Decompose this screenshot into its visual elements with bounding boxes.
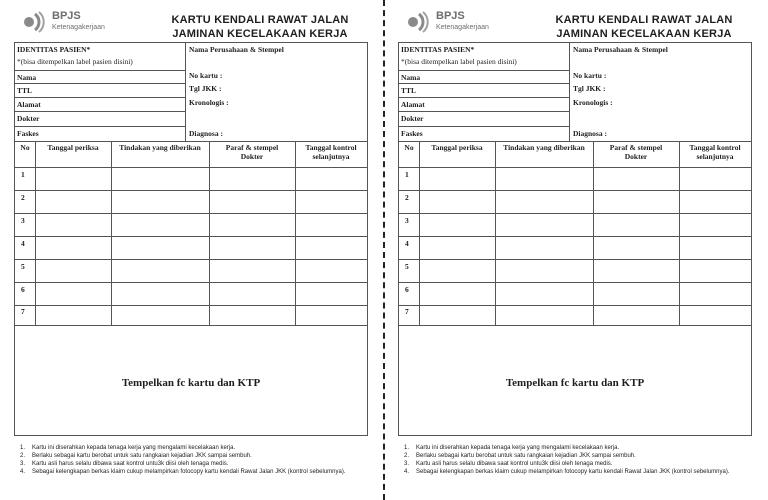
row-number: 1 xyxy=(405,170,409,179)
identity-header: IDENTITAS PASIEN* xyxy=(17,45,91,54)
label-faskes[interactable]: Faskes xyxy=(401,129,423,138)
note-item: 1. Kartu ini diserahkan kepada tenaga kerja yang mengalami kecelakaan kerja. xyxy=(20,445,236,451)
col-tindakan: Tindakan yang diberikan xyxy=(119,143,201,152)
logo-brand: BPJS xyxy=(52,10,81,22)
row-number: 4 xyxy=(405,239,409,248)
col-paraf: Paraf & stempel Dokter xyxy=(225,143,279,161)
form-title-line1: KARTU KENDALI RAWAT JALAN xyxy=(171,14,349,26)
row-number: 2 xyxy=(405,193,409,202)
col-tanggal: Tanggal periksa xyxy=(47,143,99,152)
col-tindakan: Tindakan yang diberikan xyxy=(503,143,585,152)
row-number: 3 xyxy=(405,216,409,225)
col-tanggal: Tanggal periksa xyxy=(431,143,483,152)
label-nama[interactable]: Nama xyxy=(401,73,421,82)
bpjs-logo-icon xyxy=(404,10,432,34)
form-title-line2: JAMINAN KECELAKAAN KERJA xyxy=(556,28,732,40)
logo-sub: Ketenagakerjaan xyxy=(52,24,105,31)
col-kontrol: Tanggal kontrol selanjutnya xyxy=(305,143,357,161)
note-item: 4. Sebagai kelengkapan berkas klaim cukup melampirkan fotocopy kartu kendali Rawat Jalan JKK (kontrol sebelumnya). xyxy=(20,469,346,475)
label-no-kartu[interactable]: No kartu : xyxy=(573,71,607,80)
row-number: 6 xyxy=(405,285,409,294)
label-alamat[interactable]: Alamat xyxy=(17,100,41,109)
row-number: 4 xyxy=(21,239,25,248)
identity-header: IDENTITAS PASIEN* xyxy=(401,45,475,54)
note-item: 1. Kartu ini diserahkan kepada tenaga kerja yang mengalami kecelakaan kerja. xyxy=(404,445,620,451)
note-item: 3. Kartu asli harus selalu dibawa saat kontrol untu3k diisi oleh tenaga medis. xyxy=(404,461,613,467)
row-number: 3 xyxy=(21,216,25,225)
paste-instruction: Tempelkan fc kartu dan KTP xyxy=(121,377,261,389)
notes-list xyxy=(14,444,370,476)
label-no-kartu[interactable]: No kartu : xyxy=(189,71,223,80)
col-kontrol: Tanggal kontrol selanjutnya xyxy=(689,143,741,161)
col-no: No xyxy=(20,143,30,152)
paste-area xyxy=(15,325,367,435)
patient-identity-section xyxy=(15,43,367,142)
label-ttl[interactable]: TTL xyxy=(17,86,33,95)
control-card-form xyxy=(398,42,752,436)
note-item: 2. Berlaku sebagai kartu berobat untuk satu rangkaian kejadian JKK sampai sembuh. xyxy=(404,453,636,459)
label-company[interactable]: Nama Perusahaan & Stempel xyxy=(189,45,284,54)
label-nama[interactable]: Nama xyxy=(17,73,37,82)
patient-identity-section xyxy=(399,43,751,142)
visit-table xyxy=(15,141,367,325)
label-kronologis[interactable]: Kronologis : xyxy=(189,98,229,107)
col-paraf: Paraf & stempel Dokter xyxy=(609,143,663,161)
label-faskes[interactable]: Faskes xyxy=(17,129,39,138)
label-dokter[interactable]: Dokter xyxy=(17,114,40,123)
bpjs-logo-icon xyxy=(20,10,48,34)
row-number: 7 xyxy=(405,307,409,316)
label-diagnosa[interactable]: Diagnosa : xyxy=(189,129,223,138)
label-alamat[interactable]: Alamat xyxy=(401,100,425,109)
label-kronologis[interactable]: Kronologis : xyxy=(573,98,613,107)
form-sheet-right xyxy=(384,0,768,500)
control-card-form xyxy=(14,42,368,436)
bpjs-logo xyxy=(20,6,140,38)
note-item: 3. Kartu asli harus selalu dibawa saat kontrol untu3k diisi oleh tenaga medis. xyxy=(20,461,229,467)
label-dokter[interactable]: Dokter xyxy=(401,114,424,123)
logo-brand: BPJS xyxy=(436,10,465,22)
label-company[interactable]: Nama Perusahaan & Stempel xyxy=(573,45,668,54)
note-item: 4. Sebagai kelengkapan berkas klaim cukup melampirkan fotocopy kartu kendali Rawat Jalan JKK (kontrol sebelumnya). xyxy=(404,469,730,475)
visit-table xyxy=(399,141,751,325)
row-number: 1 xyxy=(21,170,25,179)
note-item: 2. Berlaku sebagai kartu berobat untuk satu rangkaian kejadian JKK sampai sembuh. xyxy=(20,453,252,459)
label-diagnosa[interactable]: Diagnosa : xyxy=(573,129,607,138)
label-tgl-jkk[interactable]: Tgl JKK : xyxy=(189,84,222,93)
notes-list xyxy=(398,444,754,476)
label-tgl-jkk[interactable]: Tgl JKK : xyxy=(573,84,606,93)
identity-note: *(bisa ditempelkan label pasien disini) xyxy=(401,57,517,66)
bpjs-logo xyxy=(404,6,524,38)
form-title-line1: KARTU KENDALI RAWAT JALAN xyxy=(555,14,733,26)
paste-instruction: Tempelkan fc kartu dan KTP xyxy=(505,377,645,389)
form-title-line2: JAMINAN KECELAKAAN KERJA xyxy=(172,28,348,40)
row-number: 7 xyxy=(21,307,25,316)
paste-area xyxy=(399,325,751,435)
row-number: 2 xyxy=(21,193,25,202)
label-ttl[interactable]: TTL xyxy=(401,86,417,95)
row-number: 5 xyxy=(21,262,25,271)
logo-sub: Ketenagakerjaan xyxy=(436,24,489,31)
row-number: 6 xyxy=(21,285,25,294)
row-number: 5 xyxy=(405,262,409,271)
col-no: No xyxy=(404,143,414,152)
identity-note: *(bisa ditempelkan label pasien disini) xyxy=(17,57,133,66)
